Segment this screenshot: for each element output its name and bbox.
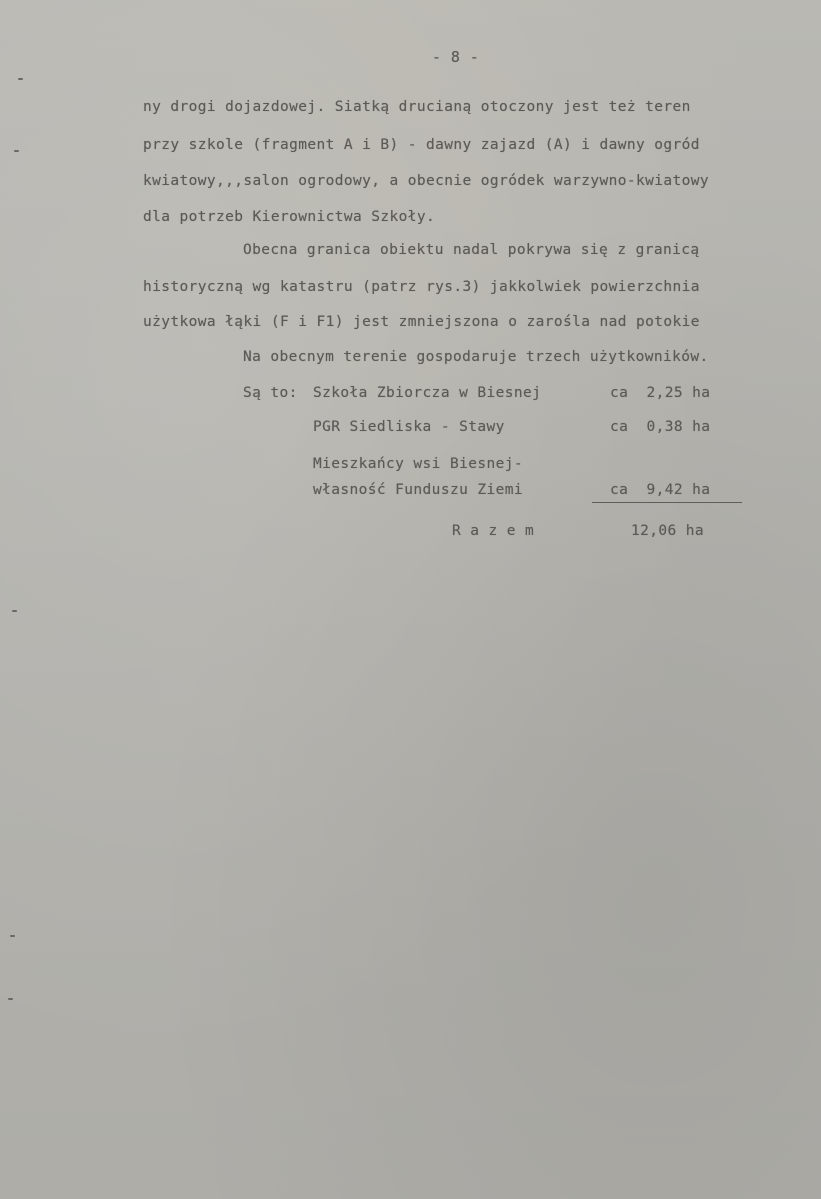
- sum-underline: [592, 502, 742, 503]
- body-line: Na obecnym terenie gospodaruje trzech użytkowników.: [243, 349, 709, 365]
- page-number: - 8 -: [432, 48, 480, 66]
- user-area: ca 0,38 ha: [610, 419, 711, 435]
- body-line: historyczną wg katastru (patrz rys.3) jakkolwiek powierzchnia: [143, 279, 700, 295]
- margin-mark: [12, 610, 17, 612]
- total-area: 12,06 ha: [631, 523, 705, 539]
- margin-mark: [18, 78, 23, 80]
- user-name: Szkoła Zbiorcza w Biesnej: [313, 385, 542, 401]
- margin-mark: [14, 150, 19, 152]
- body-line: przy szkole (fragment A i B) - dawny zajazd (A) i dawny ogród: [143, 137, 700, 153]
- user-area: ca 9,42 ha: [610, 482, 711, 498]
- total-label: R a z e m: [452, 523, 535, 539]
- margin-mark: [8, 998, 13, 1000]
- margin-mark: [10, 935, 15, 937]
- users-intro: Są to:: [243, 385, 298, 401]
- body-line: kwiatowy,,,salon ogrodowy, a obecnie ogródek warzywno-kwiatowy: [143, 173, 710, 189]
- user-name: Mieszkańcy wsi Biesnej-: [313, 456, 523, 472]
- body-line: ny drogi dojazdowej. Siatką drucianą otoczony jest też teren: [143, 99, 691, 115]
- body-line: użytkowa łąki (F i F1) jest zmniejszona o zarośla nad potokie: [143, 314, 700, 330]
- body-line: Obecna granica obiektu nadal pokrywa się z granicą: [243, 242, 700, 258]
- user-name: własność Funduszu Ziemi: [313, 482, 523, 498]
- body-line: dla potrzeb Kierownictwa Szkoły.: [143, 209, 436, 225]
- user-name: PGR Siedliska - Stawy: [313, 419, 505, 435]
- user-area: ca 2,25 ha: [610, 385, 711, 401]
